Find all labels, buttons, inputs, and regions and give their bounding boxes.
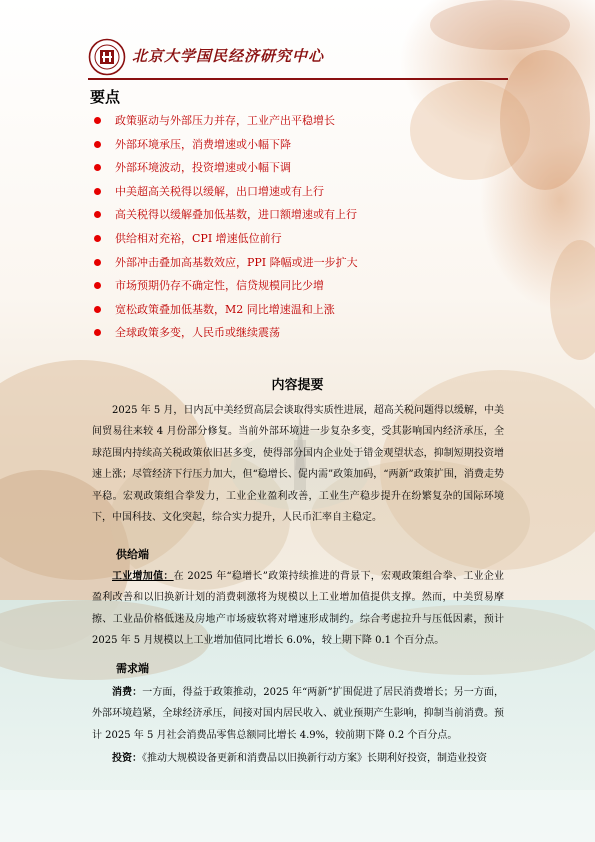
peking-university-seal-icon: [88, 38, 126, 76]
key-point-item: 外部环境承压，消费增速或小幅下降: [93, 137, 358, 161]
key-point-item: 供给相对充裕，CPI 增速低位前行: [93, 231, 358, 255]
key-point-item: 高关税得以缓解叠加低基数，进口额增速或有上行: [93, 207, 358, 231]
header-divider: [88, 78, 508, 80]
key-point-item: 政策驱动与外部压力并存，工业产出平稳增长: [93, 113, 358, 137]
page-header: [88, 38, 508, 78]
key-points-list: [93, 113, 358, 349]
key-point-item: 全球政策多变，人民币或继续震荡: [93, 325, 358, 349]
summary-heading: 内容提要: [271, 378, 324, 393]
consumption-text: 一方面，得益于政策推动，2025 年“两新”扩围促进了居民消费增长；另一方面，外部环境趋紧，全球经济承压，间接对国内居民收入、就业预期产生影响，抑制当前消费。预计 2025 年 5 月社会消费品零售总额同比增长 4.9%，较前期下降 0.2 个百分点。: [92, 687, 505, 741]
bullet-icon: [94, 211, 101, 218]
consumption-paragraph: [92, 682, 504, 746]
bullet-icon: [94, 235, 101, 242]
bullet-icon: [94, 164, 101, 171]
key-point-item: 外部环境波动，投资增速或小幅下调: [93, 160, 358, 184]
bullet-icon: [94, 306, 101, 313]
investment-paragraph: [92, 748, 504, 769]
investment-label: 投资：: [112, 753, 142, 764]
industry-paragraph: [92, 566, 504, 652]
key-points-heading: 要点: [90, 88, 121, 106]
investment-text: 《推动大规模设备更新和消费品以旧换新行动方案》长期利好投资，制造业投资: [142, 753, 487, 764]
industry-label: 工业增加值：: [112, 571, 174, 582]
bullet-icon: [94, 329, 101, 336]
key-point-item: 市场预期仍存不确定性，信贷规模同比少增: [93, 278, 358, 302]
supply-side-heading: 供给端: [116, 548, 149, 561]
organization-name: 北京大学国民经济研究中心: [132, 47, 325, 65]
consumption-label: 消费：: [112, 687, 143, 698]
key-point-item: 外部冲击叠加高基数效应，PPI 降幅或进一步扩大: [93, 255, 358, 279]
key-point-item: 中美超高关税得以缓解，出口增速或有上行: [93, 184, 358, 208]
summary-intro-paragraph: 2025 年 5 月，日内瓦中美经贸高层会谈取得实质性进展，超高关税问题得以缓解，中美间贸易往来较 4 月份部分修复。当前外部环境进一步复杂多变，受其影响国内经济承压，全球范围内持续高关税政策依旧甚多变，使得部分国内企业处于错金观望状态，抑制短期投资增速上涨；尽管经济下行压力加大，但“稳增长、促内需”政策加码，“两新”政策扩围，消费走势平稳。宏观政策组合拳发力，工业企业盈利改善，工业生产稳步提升在纷繁复杂的国际环境下，中国科技、文化突起，综合实力提升，人民币汇率自主稳定。: [92, 405, 504, 524]
bullet-icon: [94, 117, 101, 124]
bullet-icon: [94, 282, 101, 289]
bullet-icon: [94, 188, 101, 195]
bullet-icon: [94, 141, 101, 148]
industry-text: 在 2025 年“稳增长”政策持续推进的背景下，宏观政策组合拳、工业企业盈利改善和以旧换新计划的消费刺激将为规模以上工业增加值提供支撑。然而，中美贸易摩擦、工业品价格低迷及房地产市场疲软将对增速形成制约。综合考虑拉升与压低因素，预计 2025 年 5 月规模以上工业增加值同比增长 6.0%，较上期下降 0.1 个百分点。: [92, 571, 505, 647]
bullet-icon: [94, 259, 101, 266]
key-point-item: 宽松政策叠加低基数，M2 同比增速温和上涨: [93, 302, 358, 326]
demand-side-heading: 需求端: [116, 662, 149, 675]
